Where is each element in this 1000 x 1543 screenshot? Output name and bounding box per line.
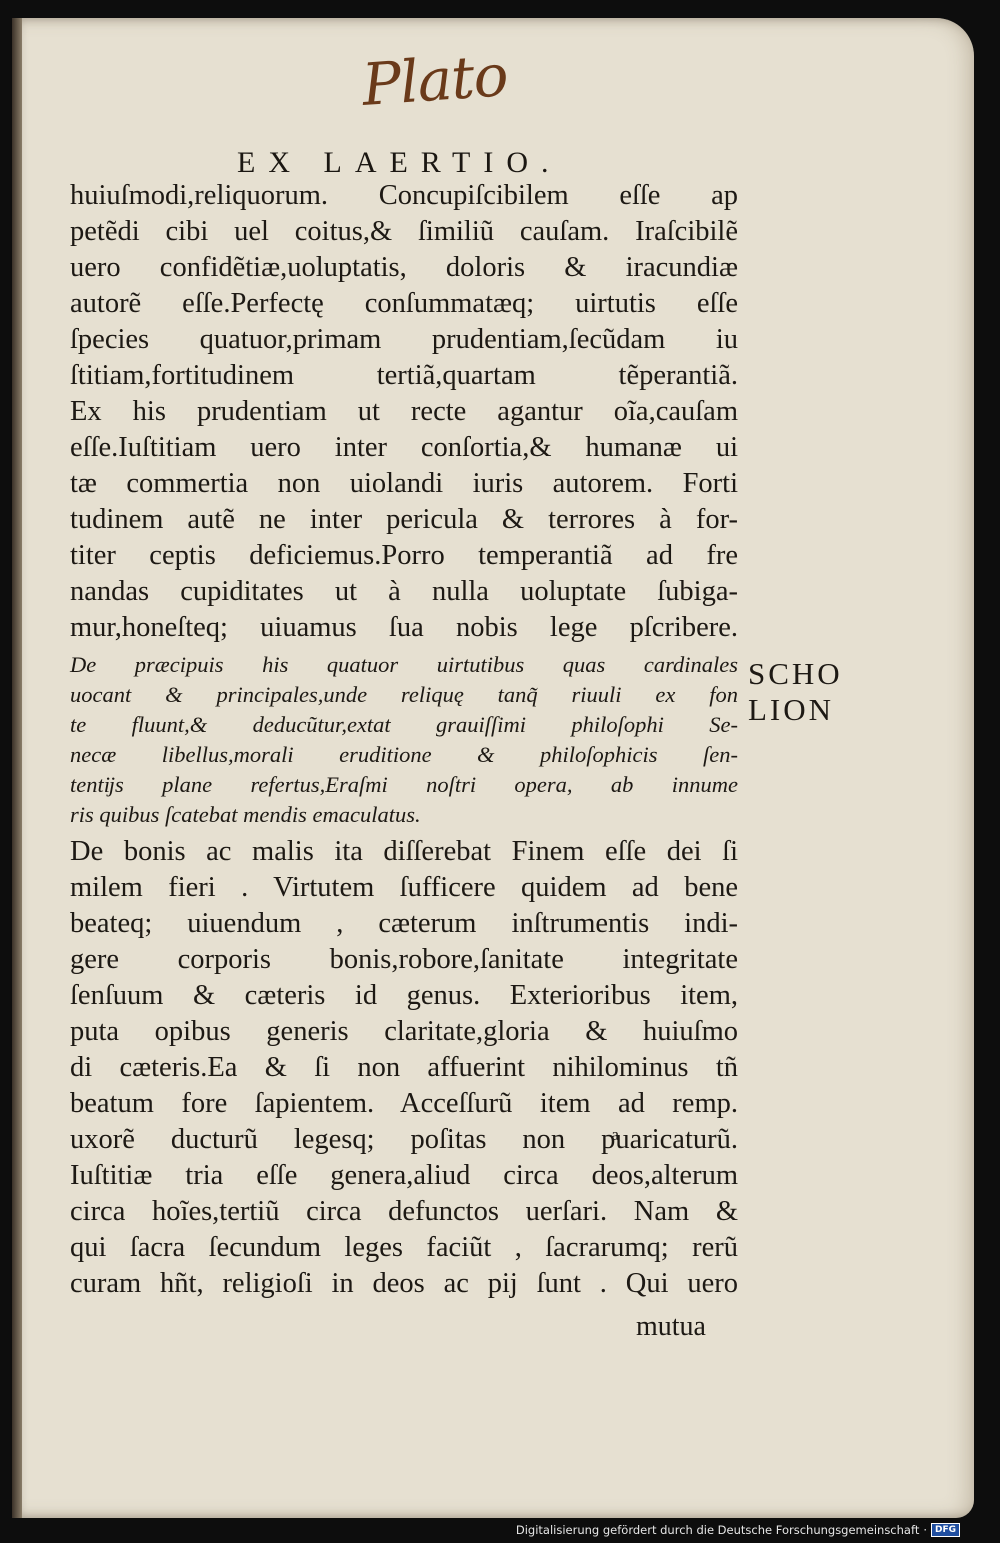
text-line: mur,honeſteq; uiuamus ſua nobis lege pſcribere.	[70, 612, 738, 643]
handwritten-annotation: Plato	[359, 41, 510, 119]
text-line: uxorẽ ducturũ legesq; poſitas non pͣuaricaturũ.	[70, 1124, 738, 1155]
margin-note-scholion	[748, 656, 843, 728]
text-line: Iuſtitiæ tria eſſe genera,aliud circa deos,alterum	[70, 1160, 738, 1191]
text-line: petẽdi cibi uel coitus,& ſimiliũ cauſam. Iraſcibilẽ	[70, 216, 738, 247]
text-line: milem fieri . Virtutem ſufficere quidem ad bene	[70, 872, 738, 903]
dfg-logo: DFG	[931, 1523, 960, 1537]
scholion-line: te fluunt,& deducũtur,extat grauiſſimi philoſophi Se-	[70, 712, 738, 737]
digitization-footer: Digitalisierung gefördert durch die Deutsche Forschungsgemeinschaft · DFG	[516, 1523, 960, 1537]
running-head: EX LAERTIO.	[237, 146, 562, 179]
text-line: tudinem autẽ ne inter pericula & terrores à for-	[70, 504, 738, 535]
text-line: puta opibus generis claritate,gloria & huiuſmo	[70, 1016, 738, 1047]
text-line: titer ceptis deficiemus.Porro temperantiã ad fre	[70, 540, 738, 571]
text-line: circa hoĩes,tertiũ circa defunctos uerſari. Nam &	[70, 1196, 738, 1227]
text-line: De bonis ac malis ita diſſerebat Finem eſſe dei ſi	[70, 836, 738, 867]
footer-credit: Digitalisierung gefördert durch die Deutsche Forschungsgemeinschaft	[515, 1523, 920, 1537]
scholion-block	[70, 650, 738, 830]
catchword: mutua	[636, 1311, 706, 1342]
margin-note-line: SCHO	[748, 656, 843, 691]
text-line: beateq; uiuendum , cæterum inſtrumentis indi-	[70, 908, 738, 939]
text-line: autorẽ eſſe.Perfectę conſummatæq; uirtutis eſſe	[70, 288, 738, 319]
text-line: nandas cupiditates ut à nulla uoluptate ſubiga-	[70, 576, 738, 607]
scholion-line: uocant & principales,unde reliquę tanq̃ riuuli ex fon	[70, 682, 738, 707]
text-line: curam hñt, religioſi in deos ac pĳ ſunt . Qui uero	[70, 1268, 738, 1299]
scholion-line: De præcipuis his quatuor uirtutibus quas cardinales	[70, 652, 738, 677]
page-spine-shadow	[12, 18, 22, 1518]
text-line: qui ſacra ſecundum leges faciũt , ſacrarumq; rerũ	[70, 1232, 738, 1263]
scholion-line: tentĳs plane refertus,Eraſmi noſtri opera, ab innume	[70, 772, 738, 797]
text-line: tæ commertia non uiolandi iuris autorem. Forti	[70, 468, 738, 499]
book-page	[12, 18, 974, 1518]
main-text-block	[70, 178, 738, 1302]
text-line: ſtitiam,fortitudinem tertiã,quartam tẽperantiã.	[70, 360, 738, 391]
text-line: di cæteris.Ea & ſi non affuerint nihilominus tñ	[70, 1052, 738, 1083]
scholion-line: necæ libellus,morali eruditione & philoſophicis ſen-	[70, 742, 738, 767]
text-line: ſenſuum & cæteris id genus. Exterioribus item,	[70, 980, 738, 1011]
scholion-line: ris quibus ſcatebat mendis emaculatus.	[70, 802, 421, 827]
text-line: uero confidẽtiæ,uoluptatis, doloris & iracundiæ	[70, 252, 738, 283]
margin-note-line: LION	[748, 692, 835, 727]
text-line: huiuſmodi,reliquorum. Concupiſcibilem eſſe ap	[70, 180, 738, 211]
text-line: beatum fore ſapientem. Acceſſurũ item ad remp.	[70, 1088, 738, 1119]
text-line: Ex his prudentiam ut recte agantur oĩa,cauſam	[70, 396, 738, 427]
text-line: eſſe.Iuſtitiam uero inter conſortia,& humanæ ui	[70, 432, 738, 463]
text-line: gere corporis bonis,robore,ſanitate integritate	[70, 944, 738, 975]
text-line: ſpecies quatuor,primam prudentiam,ſecũdam iu	[70, 324, 738, 355]
